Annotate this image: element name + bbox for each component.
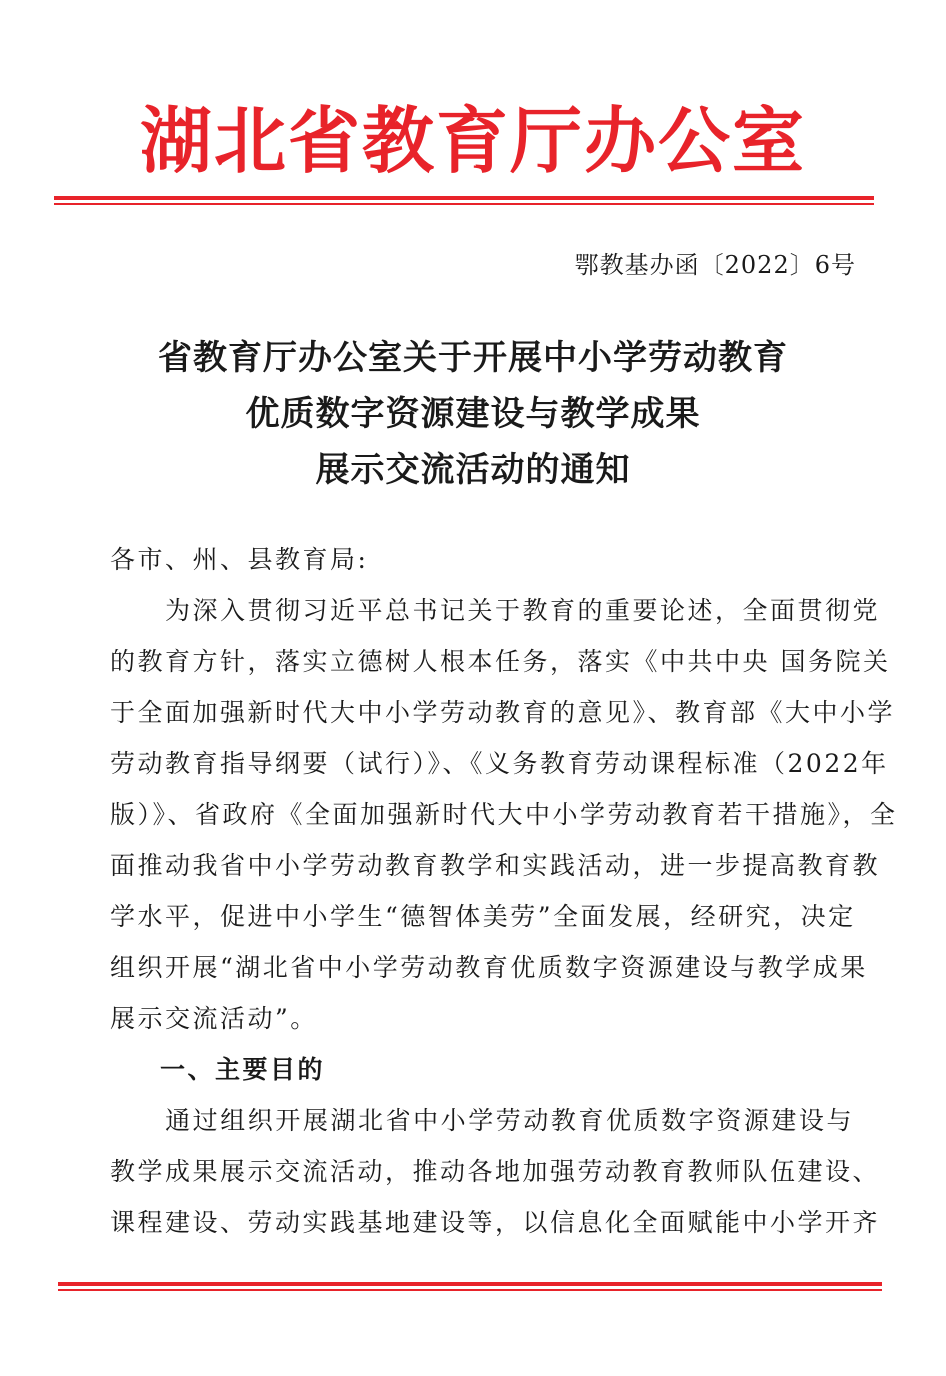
notice-title xyxy=(0,330,946,498)
masthead-divider xyxy=(54,196,874,205)
paragraph-line: 课程建设、劳动实践基地建设等，以信息化全面赋能中小学开齐 xyxy=(110,1208,881,1237)
paragraph-line: 劳动教育指导纲要（试行）》、《义务教育劳动课程标准（2022年 xyxy=(110,749,889,778)
paragraph-line: 组织开展“湖北省中小学劳动教育优质数字资源建设与教学成果 xyxy=(110,953,868,982)
paragraph-line: 面推动我省中小学劳动教育教学和实践活动，进一步提高教育教 xyxy=(110,851,881,880)
paragraph-line: 通过组织开展湖北省中小学劳动教育优质数字资源建设与 xyxy=(110,1106,854,1135)
document-number: 鄂教基办函〔2022〕6号 xyxy=(574,251,856,279)
paragraph-line: 版）》、省政府《全面加强新时代大中小学劳动教育若干措施》，全 xyxy=(110,800,898,829)
section-heading-purpose: 一、主要目的 xyxy=(160,1055,326,1084)
paragraph-line: 教学成果展示交流活动，推动各地加强劳动教育教师队伍建设、 xyxy=(110,1157,881,1186)
notice-body xyxy=(110,534,898,1248)
title-line-2: 优质数字资源建设与教学成果 xyxy=(245,394,701,434)
paragraph-line: 展示交流活动”。 xyxy=(110,1004,318,1033)
footer-divider xyxy=(58,1282,882,1291)
masthead-title: 湖北省教育厅办公室 xyxy=(139,98,806,183)
paragraph-line: 的教育方针，落实立德树人根本任务，落实《中共中央 国务院关 xyxy=(110,647,891,676)
paragraph-line: 为深入贯彻习近平总书记关于教育的重要论述，全面贯彻党 xyxy=(110,596,881,625)
paragraph-line: 学水平，促进中小学生“德智体美劳”全面发展，经研究，决定 xyxy=(110,902,856,931)
salutation: 各市、州、县教育局: xyxy=(110,545,369,574)
title-line-1: 省教育厅办公室关于开展中小学劳动教育 xyxy=(158,338,788,378)
paragraph-line: 于全面加强新时代大中小学劳动教育的意见》、教育部《大中小学 xyxy=(110,698,896,727)
title-line-3: 展示交流活动的通知 xyxy=(315,450,631,490)
